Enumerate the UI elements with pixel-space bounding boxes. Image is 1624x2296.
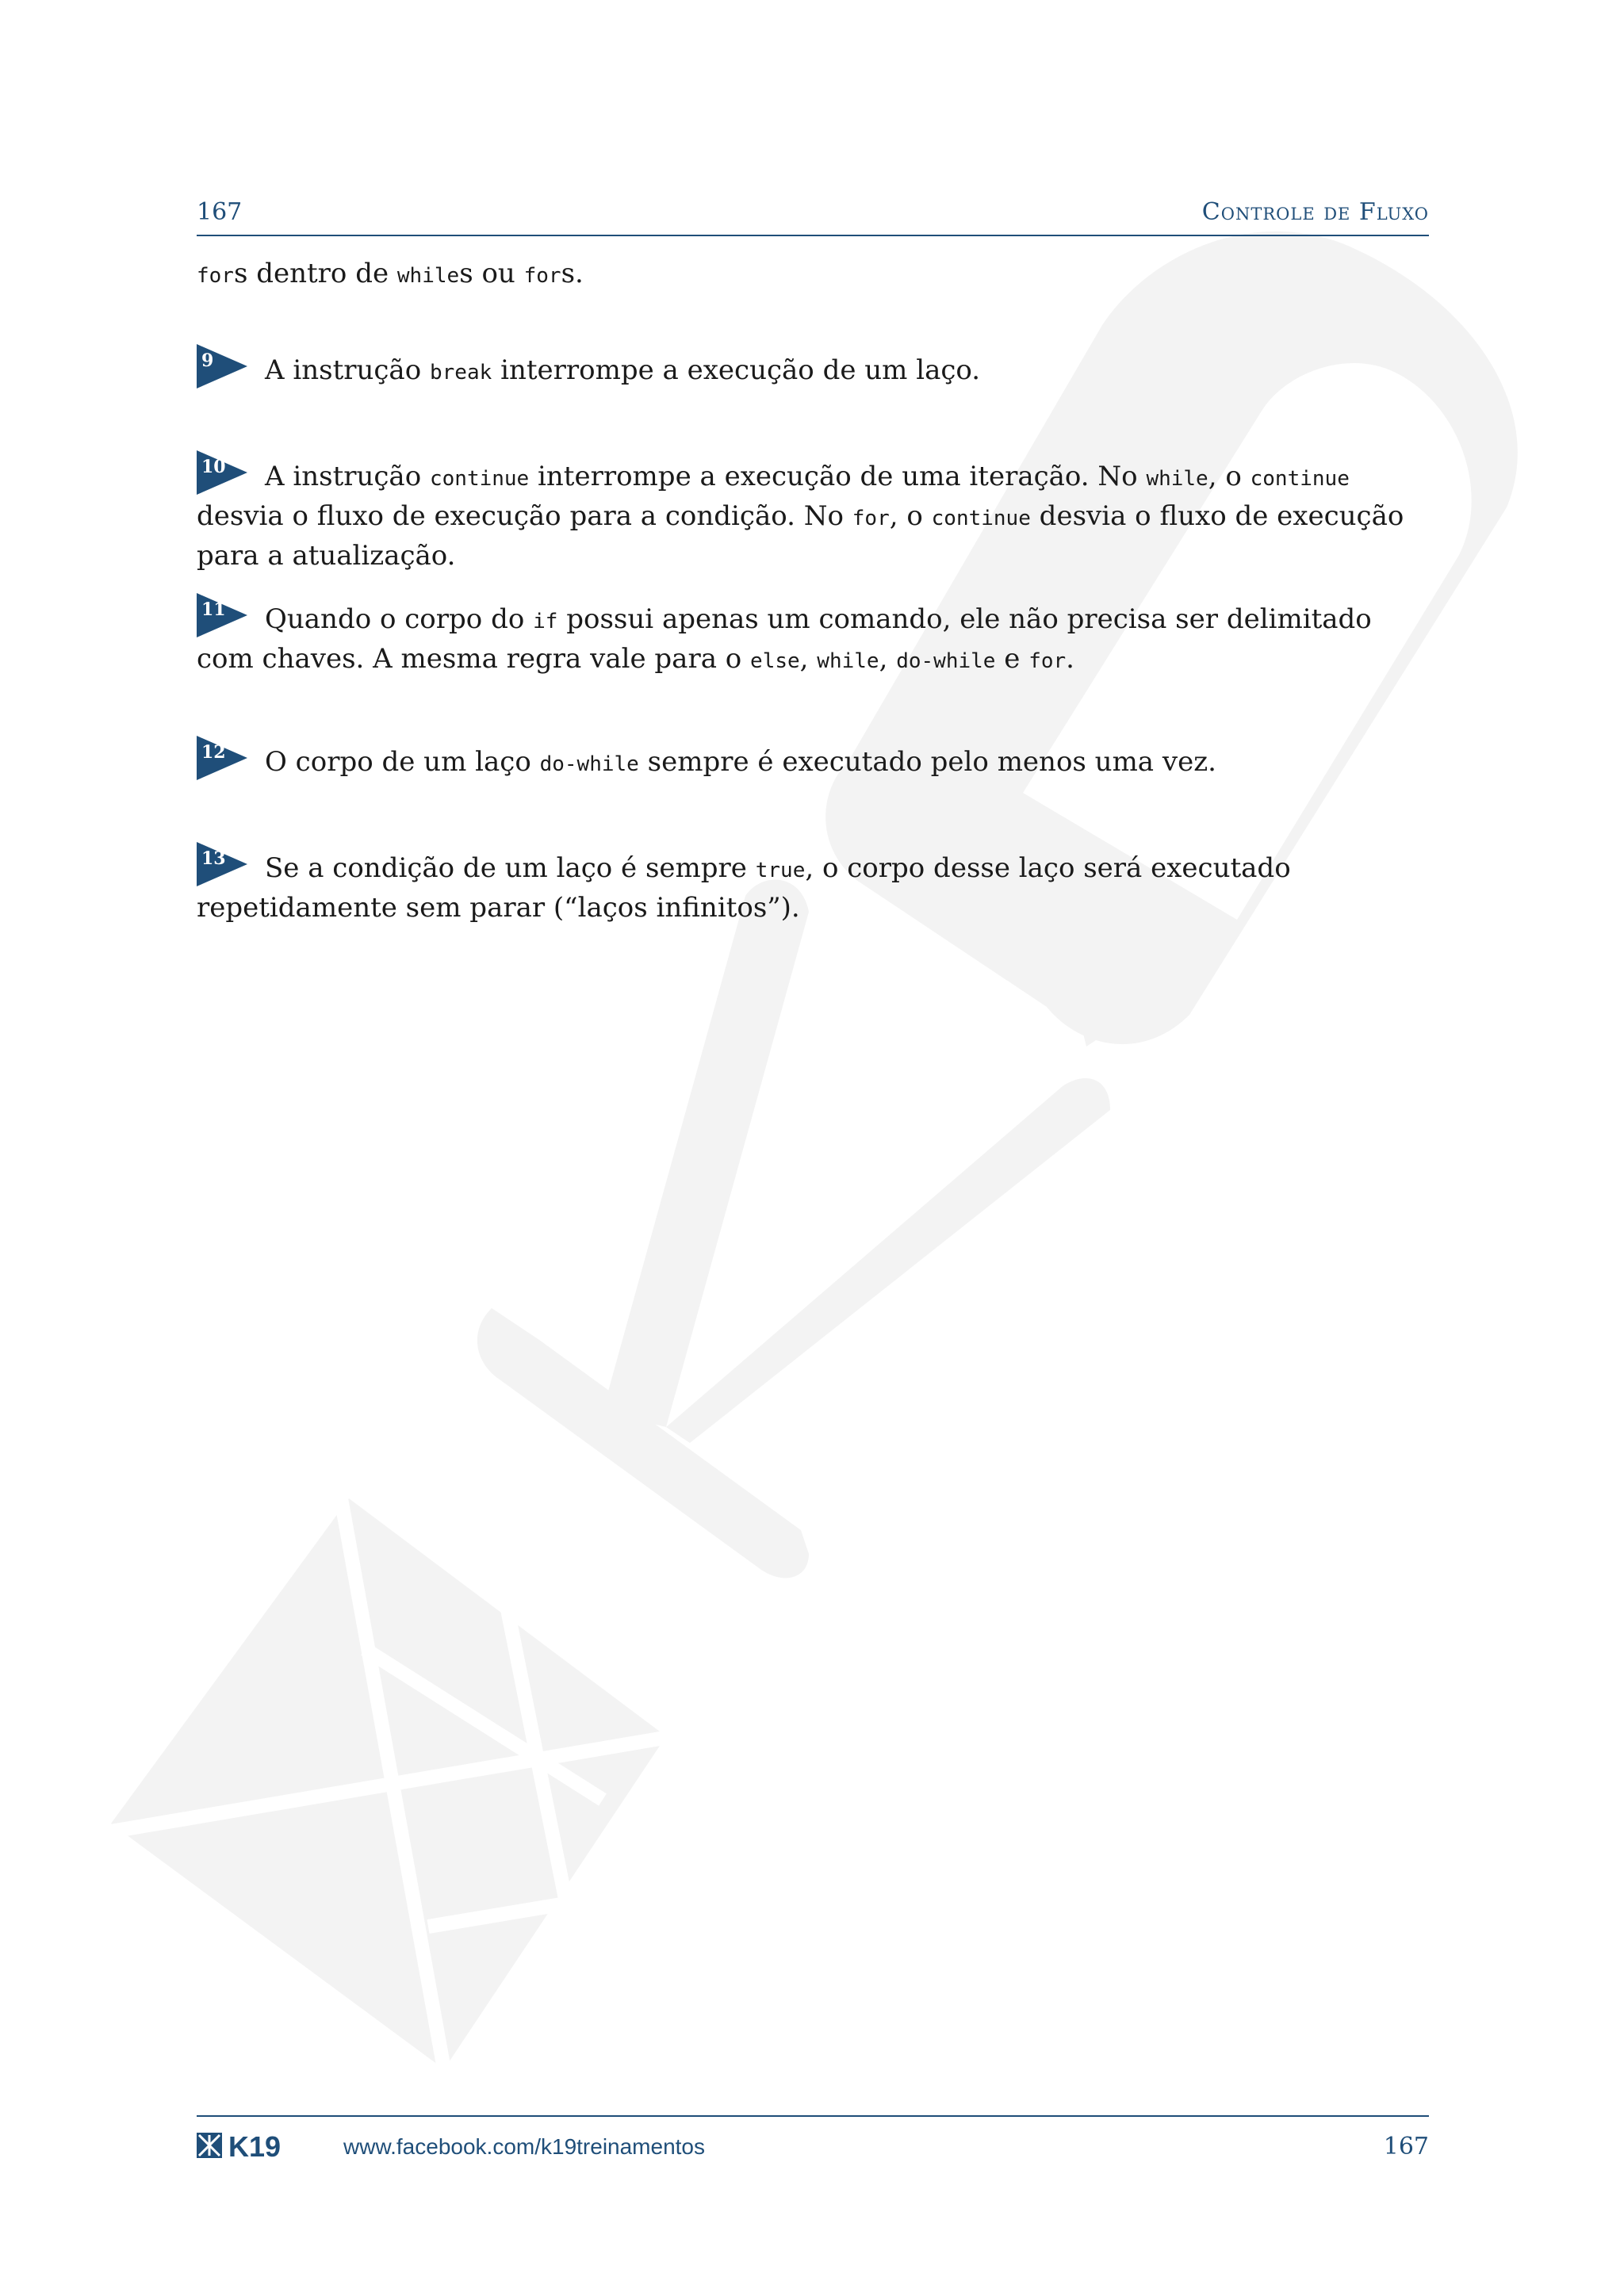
exercise-marker-icon: 12: [197, 736, 247, 780]
page-footer: [197, 2115, 1429, 2180]
header-chapter-title: Controle de Fluxo: [1201, 198, 1429, 226]
logo-text: K19: [228, 2131, 282, 2160]
intro-paragraph: fors dentro de whiles ou fors.: [197, 258, 584, 289]
k19-logo: [197, 2131, 316, 2163]
exercise-marker-icon: 11: [197, 593, 247, 637]
exercise-marker-icon: 9: [197, 344, 247, 388]
item-10-text: A instrução continue interrompe a execução de uma iteração. No while, o continue desvia o fluxo de execução para a condição. No for, o continue desvia o fluxo de execução para a atualização.: [197, 461, 1404, 572]
running-header: [197, 198, 1429, 236]
item-12-text: O corpo de um laço do-while sempre é executado pelo menos uma vez.: [265, 746, 1216, 778]
exercise-marker-icon: 10: [197, 450, 247, 495]
exercise-marker-icon: 13: [197, 842, 247, 886]
item-13-text: Se a condição de um laço é sempre true, o corpo desse laço será executado repetidamente sem parar (“laços infinitos”).: [197, 852, 1291, 924]
footer-page-number: 167: [1383, 2133, 1429, 2160]
item-11-text: Quando o corpo do if possui apenas um comando, ele não precisa ser delimitado com chaves. A mesma regra vale para o else, while, do-while e for.: [197, 603, 1372, 675]
item-9-text: A instrução break interrompe a execução de um laço.: [265, 354, 981, 386]
footer-url-link[interactable]: www.facebook.com/k19treinamentos: [343, 2134, 705, 2159]
header-page-number: 167: [197, 198, 243, 226]
